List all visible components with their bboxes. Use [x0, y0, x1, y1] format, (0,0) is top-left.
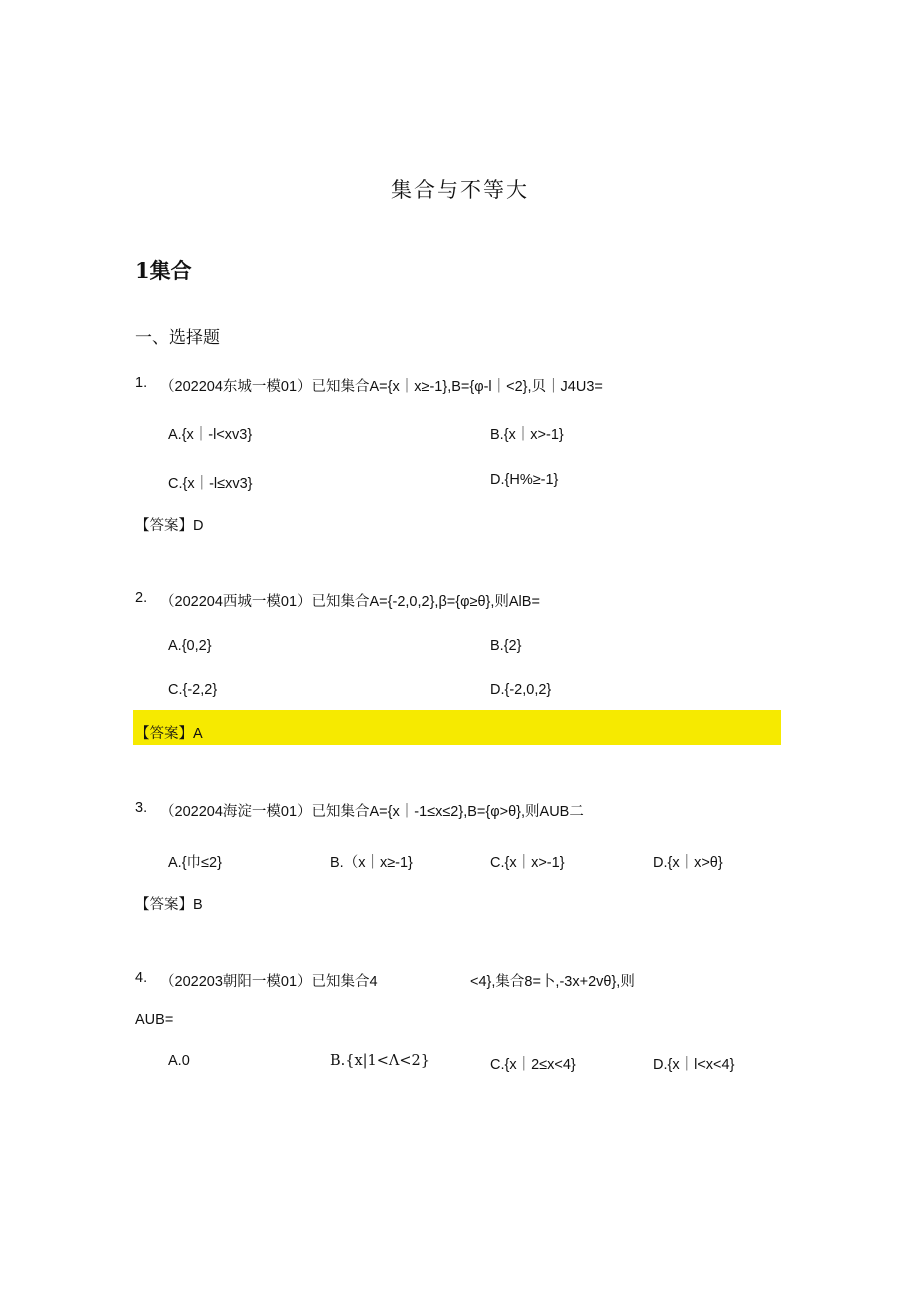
option-a: A.0: [168, 1053, 190, 1069]
option-c: C.{x｜x>-1}: [490, 855, 565, 871]
answer: 【答案】B: [135, 897, 203, 913]
subsection-heading: 一、选择题: [135, 328, 220, 348]
answer: 【答案】D: [135, 518, 204, 534]
section-heading: 1集合: [135, 258, 192, 283]
question-text-part-2: <4},集合8=卜,-3x+2vθ},则: [470, 974, 635, 990]
question-text: （202204东城一模01）已知集合A={x｜x≥-1},B={φ-l｜<2},贝｜J4U3=: [160, 379, 603, 395]
page-title: 集合与不等大: [391, 178, 529, 202]
answer: 【答案】A: [135, 726, 203, 742]
option-c: C.{x｜-l≤xv3}: [168, 476, 253, 492]
option-a: A.{x｜-l<xv3}: [168, 427, 253, 443]
option-d: D.{x｜l<x<4}: [653, 1057, 735, 1073]
question-number: 4.: [135, 970, 148, 986]
option-d: D.{-2,0,2}: [490, 682, 552, 698]
question-number: 1.: [135, 375, 148, 391]
option-d: D.{x｜x>θ}: [653, 855, 723, 871]
option-a: A.{0,2}: [168, 638, 212, 654]
answer-highlight: [133, 710, 781, 745]
question-text-part-1: （202203朝阳一模01）已知集合4: [160, 974, 378, 990]
question-text: （202204海淀一模01）已知集合A={x｜-1≤x≤2},B={φ>θ},则AUB二: [160, 804, 584, 820]
option-a: A.{巾≤2}: [168, 855, 222, 871]
option-b: B.（x｜x≥-1}: [330, 855, 413, 871]
question-text: （202204西城一模01）已知集合A={-2,0,2},β={φ≥θ},则AlB=: [160, 594, 540, 610]
option-c: C.{-2,2}: [168, 682, 218, 698]
option-b: B.{x|1<Λ<2}: [330, 1053, 430, 1069]
option-b: B.{x｜x>-1}: [490, 427, 564, 443]
option-d: D.{H%≥-1}: [490, 472, 559, 488]
option-c: C.{x｜2≤x<4}: [490, 1057, 576, 1073]
question-number: 3.: [135, 800, 148, 816]
question-text-part-3: AUB=: [135, 1012, 174, 1028]
option-b: B.{2}: [490, 638, 522, 654]
question-number: 2.: [135, 590, 148, 606]
